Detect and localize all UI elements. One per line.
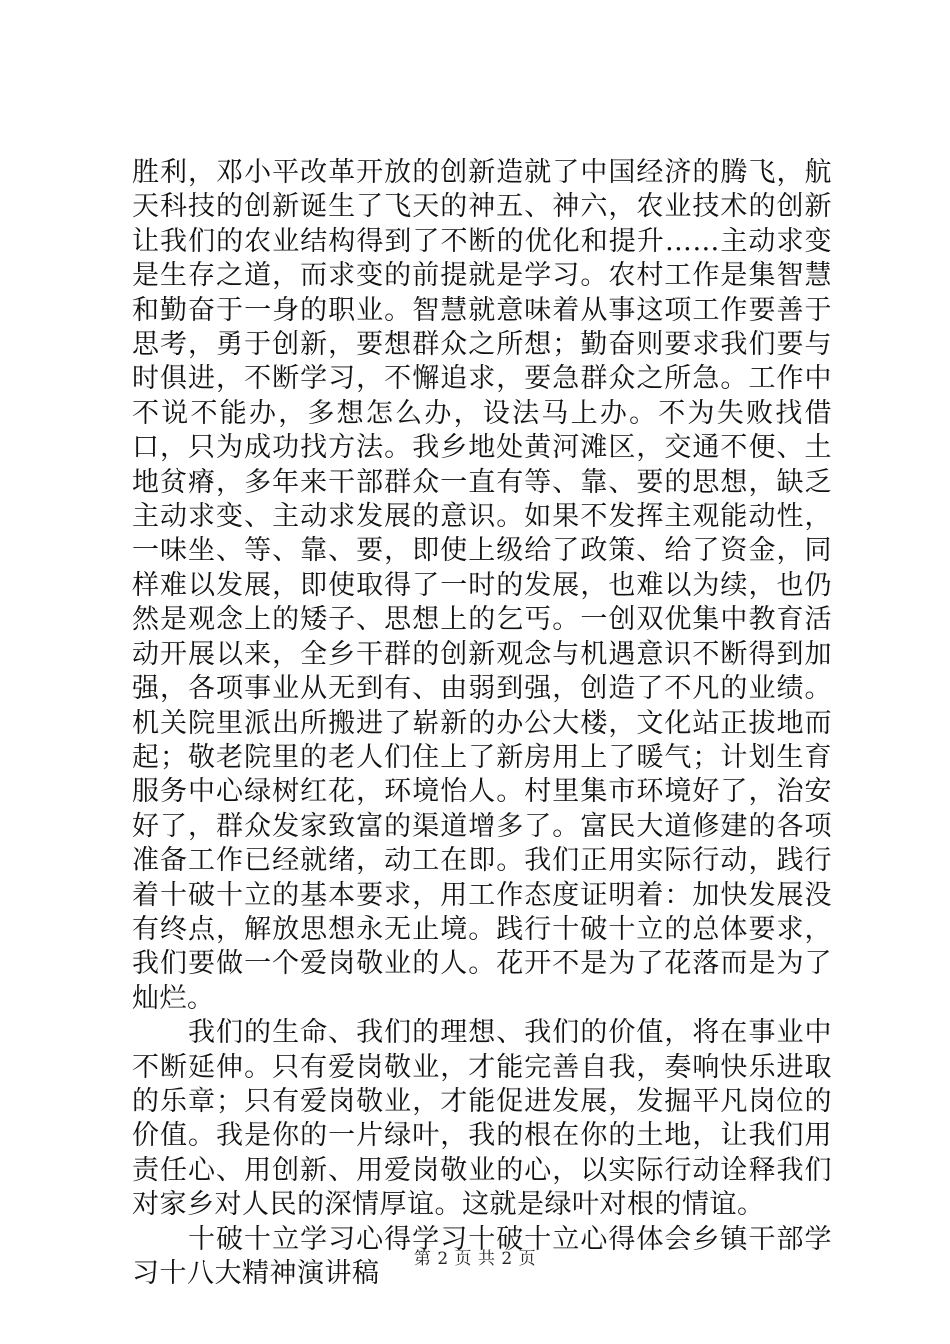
paragraph-dedication: 我们的生命、我们的理想、我们的价值，将在事业中不断延伸。只有爱岗敬业，才能完善自我，奏响快乐进取的乐章；只有爱岗敬业，才能促进发展，发掘平凡岗位的价值。我是你的一片绿叶，我的根在你的土地，让我们用责任心、用创新、用爱岗敬业的心，以实际行动诠释我们对家乡对人民的深情厚谊。这就是绿叶对根的情谊。: [132, 1017, 832, 1221]
document-body: [132, 156, 832, 1291]
page-footer: 第 2 页 共 2 页: [413, 1249, 537, 1269]
paragraph-title-line: 十破十立学习心得学习十破十立心得体会乡镇干部学习十八大精神演讲稿: [132, 1223, 832, 1289]
paragraph-continuation: 胜利，邓小平改革开放的创新造就了中国经济的腾飞，航天科技的创新诞生了飞天的神五、神六，农业技术的创新让我们的农业结构得到了不断的优化和提升……主动求变是生存之道，而求变的前提就是学习。农村工作是集智慧和勤奋于一身的职业。智慧就意味着从事这项工作要善于思考，勇于创新，要想群众之所想；勤奋则要求我们要与时俱进，不断学习，不懈追求，要急群众之所急。工作中不说不能办，多想怎么办，设法马上办。不为失败找借口，只为成功找方法。我乡地处黄河滩区，交通不便、土地贫瘠，多年来干部群众一直有等、靠、要的思想，缺乏主动求变、主动求发展的意识。如果不发挥主观能动性，一味坐、等、靠、要，即使上级给了政策、给了资金，同样难以发展，即使取得了一时的发展，也难以为续，也仍然是观念上的矮子、思想上的乞丐。一创双优集中教育活动开展以来，全乡干群的创新观念与机遇意识不断得到加强，各项事业从无到有、由弱到强，创造了不凡的业绩。机关院里派出所搬进了崭新的办公大楼，文化站正拔地而起；敬老院里的老人们住上了新房用上了暖气；计划生育服务中心绿树红花，环境怡人。村里集市环境好了，治安好了，群众发家致富的渠道增多了。富民大道修建的各项准备工作已经就绪，动工在即。我们正用实际行动，践行着十破十立的基本要求，用工作态度证明着：加快发展没有终点，解放思想永无止境。践行十破十立的总体要求，我们要做一个爱岗敬业的人。花开不是为了花落而是为了灿烂。: [132, 157, 832, 1014]
